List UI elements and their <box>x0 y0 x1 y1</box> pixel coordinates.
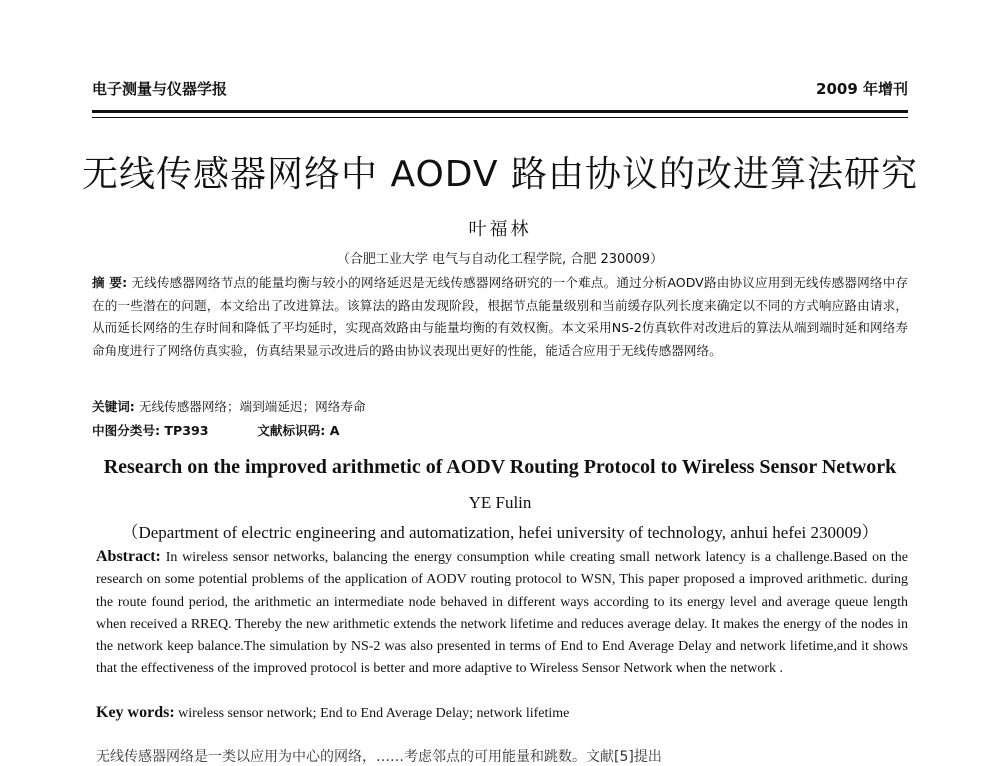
abstract-en-text: In wireless sensor networks, balancing the energy consumption while creating small network latency is a challenge.Based on the research on some potential problems of the application of AODV routing protocol to WSN, This paper proposed a improved arithmetic. during the route found period, the arithmetic an intermediate node behaved in different ways according to its energy level and average queue length when received a RREQ. Thereby the new arithmetic extends the network lifetime and reduces average delay. It makes the energy of the nodes in the network keep balance.The simulation by NS-2 was also presented in terms of End to End Average Delay and network lifetime,and it shows that the effectiveness of the improved protocol is better and more adaptive to Wireless Sensor Network when the network . <box>96 550 908 677</box>
paper-title-en: Research on the improved arithmetic of AODV Routing Protocol to Wireless Sensor Network <box>103 456 897 478</box>
running-header <box>92 78 908 102</box>
keywords-cn <box>92 396 366 415</box>
keywords-en-label: Key words: <box>96 704 175 721</box>
clc-value: TP393 <box>164 423 209 438</box>
issue-label: 2009 年增刊 <box>816 80 908 98</box>
doc-code-value: A <box>329 423 340 438</box>
abstract-cn-text: 无线传感器网络节点的能量均衡与较小的网络延迟是无线传感器网络研究的一个难点。通过分析AODV路由协议应用到无线传感器网络中存在的一些潜在的问题，本文给出了改进算法。该算法的路由发现阶段，根据节点能量级别和当前缓存队列长度来确定以不同的方式响应路由请求，从而延长网络的生存时间和降低了平均延时，实现高效路由与能量均衡的有效权衡。本文采用NS-2仿真软件对改进后的算法从端到端时延和网络寿命角度进行了网络仿真实验，仿真结果显示改进后的路由协议表现出更好的性能，能适合应用于无线传感器网络。 <box>92 275 908 358</box>
header-rule-thick <box>92 110 908 113</box>
keywords-cn-label: 关键词: <box>92 399 135 414</box>
keywords-en-text: wireless sensor network; End to End Average Delay; network lifetime <box>178 706 570 721</box>
clc-label: 中图分类号: <box>92 423 161 438</box>
body-text-fragment: 无线传感器网络是一类以应用为中心的网络，……考虑邻点的可用能量和跳数。文献[5]提出 <box>96 749 662 765</box>
keywords-cn-text: 无线传感器网络；端到端延迟；网络寿命 <box>138 399 366 414</box>
paper-title-cn: 无线传感器网络中 AODV 路由协议的改进算法研究 <box>82 154 918 195</box>
classification-line <box>92 420 339 439</box>
affiliation-en: （Department of electric engineering and automatization, hefei university of technology, anhui hefei 230009） <box>121 523 879 542</box>
journal-name: 电子测量与仪器学报 <box>92 80 228 98</box>
abstract-cn <box>92 272 908 362</box>
header-rule-thin <box>92 117 908 118</box>
affiliation-cn: （合肥工业大学 电气与自动化工程学院, 合肥 230009） <box>336 252 664 267</box>
keywords-en <box>96 704 569 722</box>
author-en: YE Fulin <box>468 493 532 512</box>
abstract-en-label: Abstract: <box>96 548 161 565</box>
abstract-cn-label: 摘 要: <box>92 275 128 290</box>
doc-code-label: 文献标识码: <box>257 423 326 438</box>
abstract-en <box>96 546 908 681</box>
author-cn: 叶福林 <box>468 219 532 240</box>
